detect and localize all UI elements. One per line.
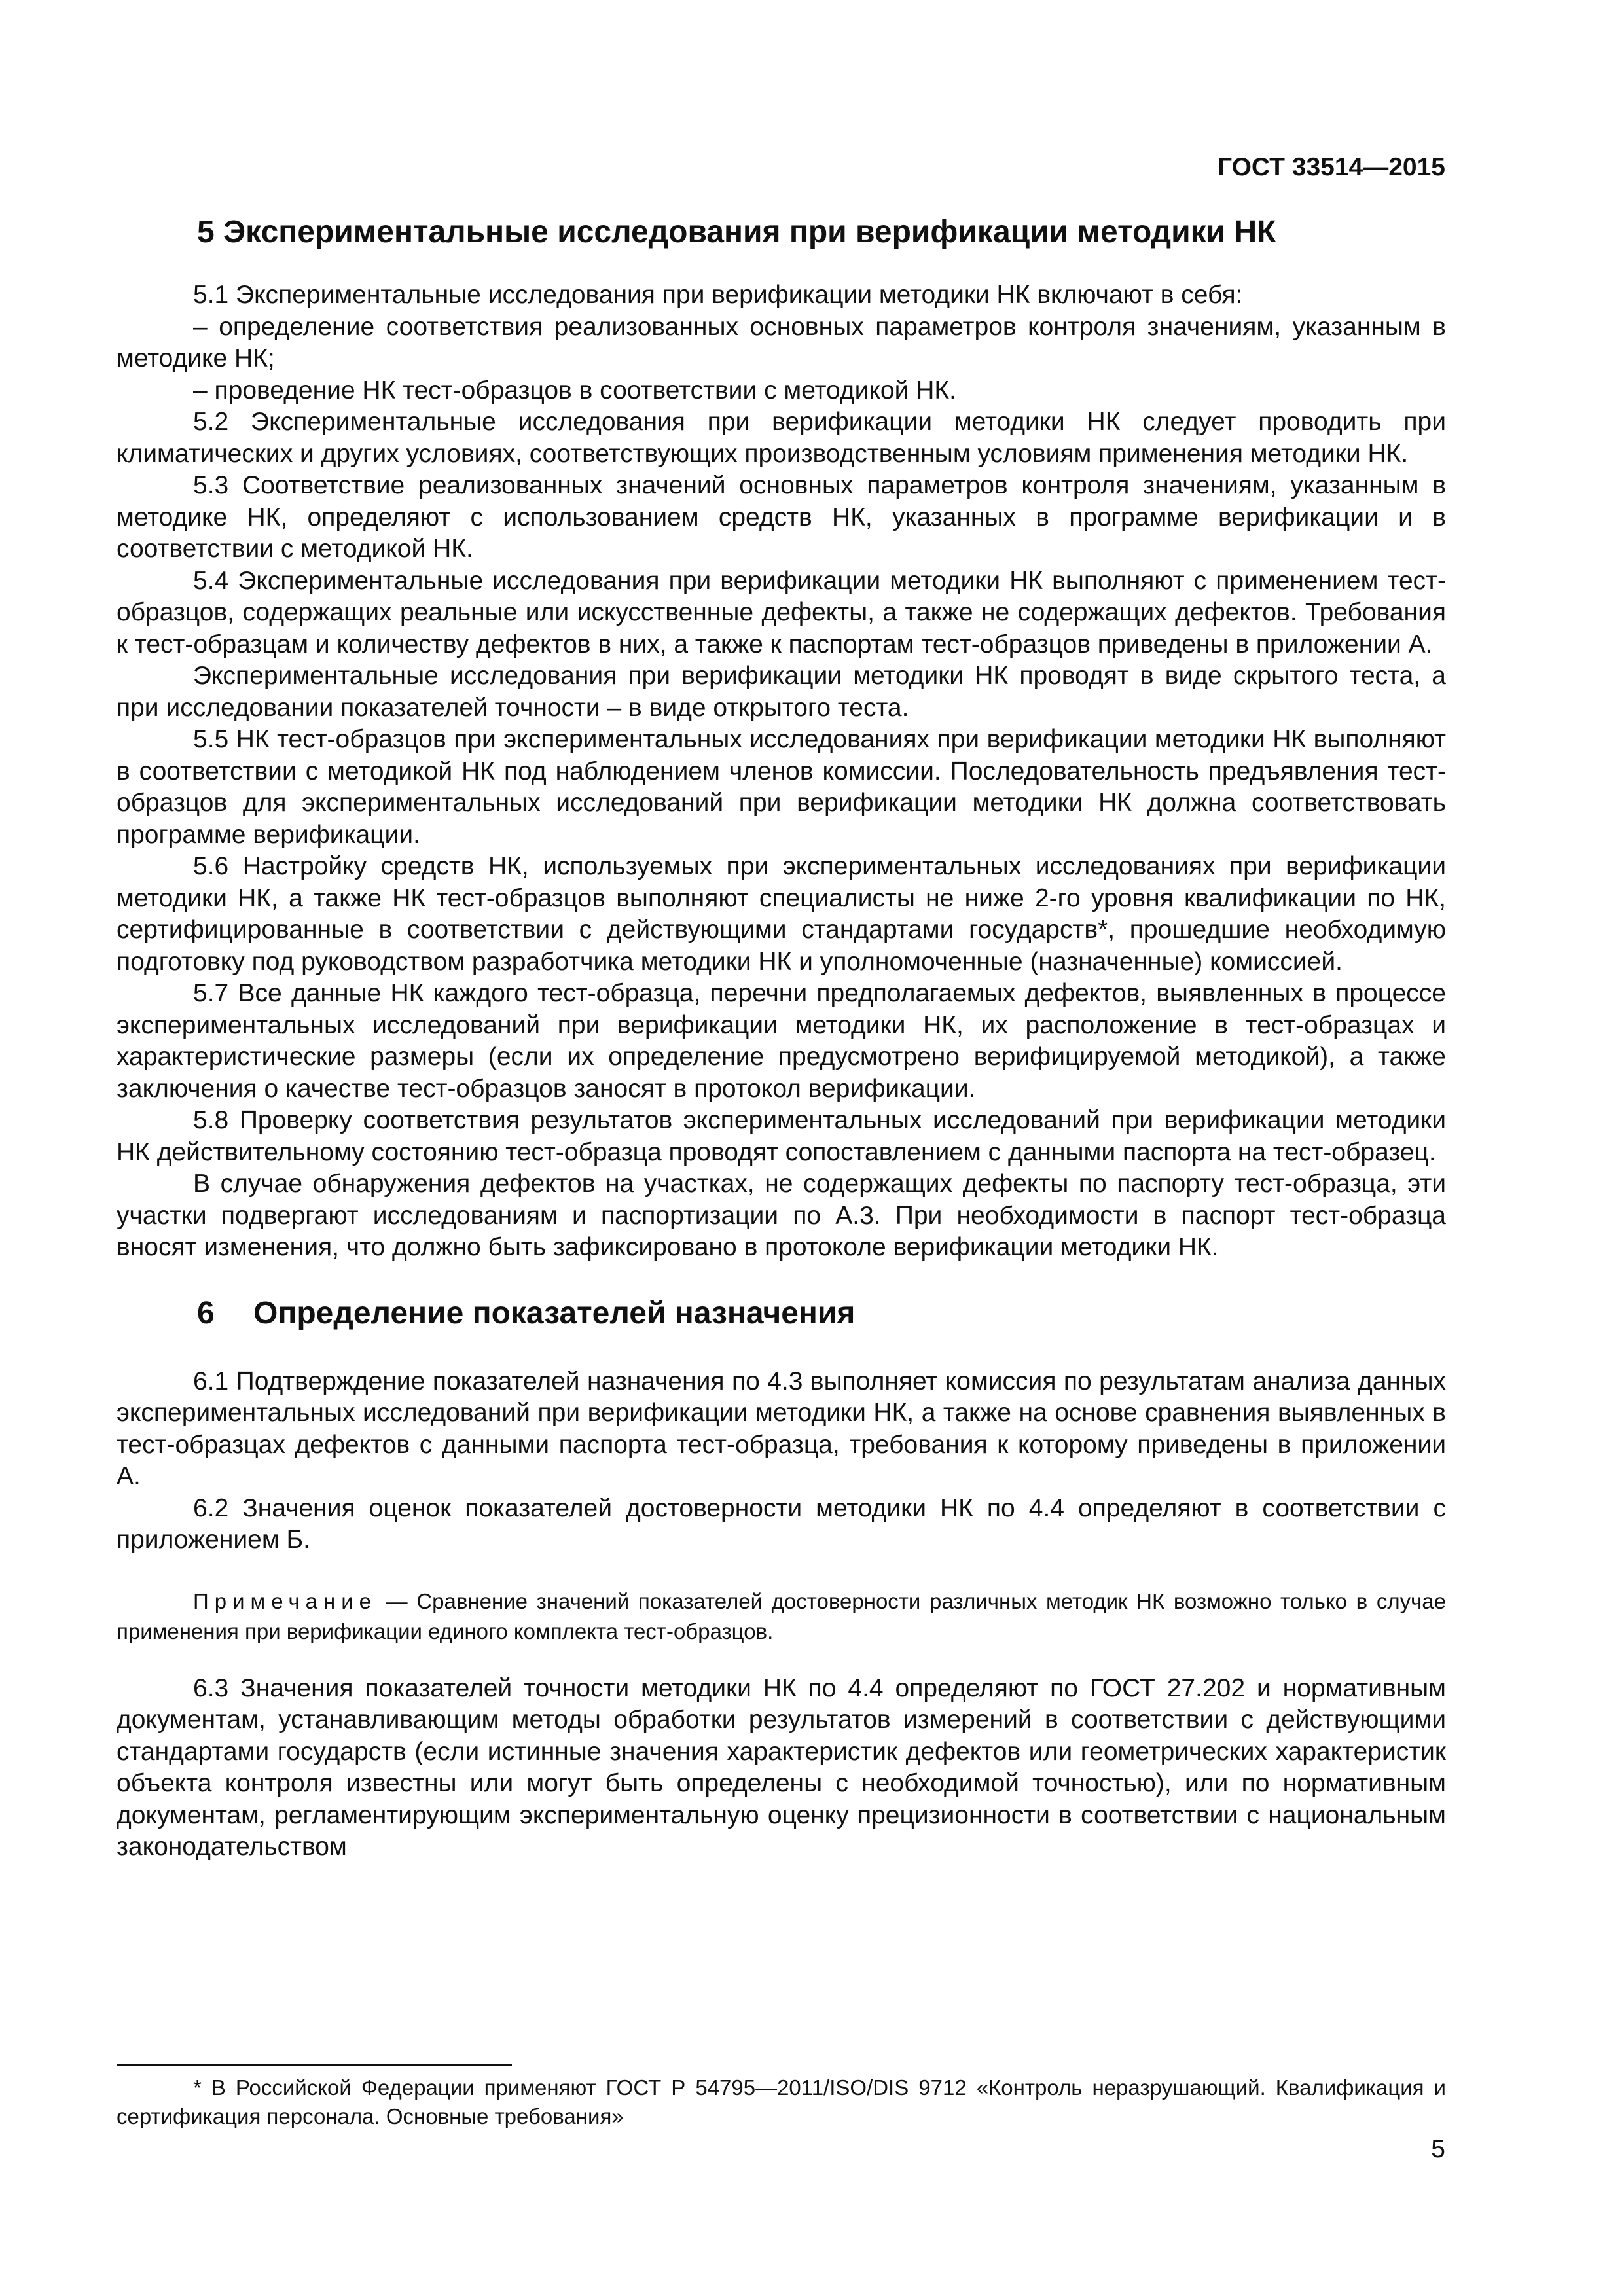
paragraph-6-3: 6.3 Значения показателей точности методики НК по 4.4 определяют по ГОСТ 27.202 и нормативным документам, устанавливающим методы обработки результатов измерений в соответствии с действующими стандартами государств (если истинные значения характеристик дефектов или геометрических характеристик объекта контроля известны или могут быть определены с необходимой точностью), или по нормативным документам, регламентирующим экспериментальную оценку прецизионности в соответствии с национальным законодательством [117, 1674, 1446, 1861]
note-text: — Сравнение значений показателей достоверности различных методик НК возможно только в случае применения при верификации единого комплекта тест-образцов. [117, 1588, 1446, 1643]
paragraph-5-5: 5.5 НК тест-образцов при экспериментальных исследованиях при верификации методики НК выполняют в соответствии с методикой НК под наблюдением членов комиссии. Последовательность предъявления тест-образцов для экспериментальных исследований при верификации методики НК должна соответствовать программе верификации. [117, 725, 1446, 849]
footnote-divider [117, 2064, 512, 2066]
list-item: – проведение НК тест-образцов в соответствии с методикой НК. [193, 376, 956, 404]
document-header: ГОСТ 33514—2015 [1218, 153, 1445, 181]
section-6-number: 6 [197, 1295, 215, 1331]
paragraph: В случае обнаружения дефектов на участках, не содержащих дефекты по паспорту тест-образца, эти участки подвергают исследованиям и паспортизации по А.3. При необходимости в паспорт тест-образца вносят изменения, что должно быть зафиксировано в протоколе верификации методики НК. [117, 1170, 1446, 1261]
paragraph-5-7: 5.7 Все данные НК каждого тест-образца, перечни предполагаемых дефектов, выявленных в процессе экспериментальных исследований при верификации методики НК, их расположение в тест-образцах и характеристические размеры (если их определение предусмотрено верифицируемой методикой), а также заключения о качестве тест-образцов заносят в протокол верификации. [117, 979, 1446, 1103]
paragraph-6-1: 6.1 Подтверждение показателей назначения по 4.3 выполняет комиссия по результатам анализа данных экспериментальных исследований при верификации методики НК, а также на основе сравнения выявленных в тест-образцах дефектов с данными паспорта тест-образца, требования к которому приведены в приложении А. [117, 1367, 1446, 1490]
section-5-title: 5 Экспериментальные исследования при верификации методики НК [197, 215, 1276, 249]
paragraph: Экспериментальные исследования при верификации методики НК проводят в виде скрытого теста, а при исследовании показателей точности – в виде открытого теста. [117, 662, 1446, 722]
paragraph-6-2: 6.2 Значения оценок показателей достоверности методики НК по 4.4 определяют в соответствии с приложением Б. [117, 1494, 1446, 1554]
paragraph-5-4: 5.4 Экспериментальные исследования при верификации методики НК выполняют с применением тест-образцов, содержащих реальные или искусственные дефекты, а также не содержащих дефектов. Требования к тест-образцам и количеству дефектов в них, а также к паспортам тест-образцов приведены в приложении А. [117, 566, 1446, 658]
paragraph-5-6: 5.6 Настройку средств НК, используемых при экспериментальных исследованиях при верификации методики НК, а также НК тест-образцов выполняют специалисты не ниже 2-го уровня квалификации по НК, сертифицированные в соответствии с действующими стандартами государств*, прошедшие необходимую подготовку под руководством разработчика методики НК и уполномоченные (назначенные) комиссией. [117, 852, 1446, 976]
paragraph-5-2: 5.2 Экспериментальные исследования при верификации методики НК следует проводить при климатических и других условиях, соответствующих производственным условиям применения методики НК. [117, 408, 1446, 468]
document-body [117, 213, 1446, 1863]
page-number: 5 [1431, 2135, 1445, 2163]
list-item: – определение соответствия реализованных основных параметров контроля значениям, указанным в методике НК; [117, 312, 1446, 372]
note [117, 1587, 1446, 1647]
note-label: Примечание [193, 1588, 378, 1613]
paragraph-5-1: 5.1 Экспериментальные исследования при верификации методики НК включают в себя: [193, 281, 1243, 309]
paragraph-5-3: 5.3 Соответствие реализованных значений основных параметров контроля значениям, указанным в методике НК, определяют с использованием средств НК, указанных в программе верификации и в соответствии с методикой НК. [117, 471, 1446, 563]
footnote: * В Российской Федерации применяют ГОСТ Р 54795—2011/ISO/DIS 9712 «Контроль неразрушающий. Квалификация и сертификация персонала. Основные требования» [117, 2075, 1446, 2128]
section-6-title [197, 1294, 1446, 1333]
paragraph-5-8: 5.8 Проверку соответствия результатов экспериментальных исследований при верификации методики НК действительному состоянию тест-образца проводят сопоставлением с данными паспорта на тест-образец. [117, 1106, 1446, 1166]
section-6-title-text: Определение показателей назначения [253, 1295, 856, 1331]
